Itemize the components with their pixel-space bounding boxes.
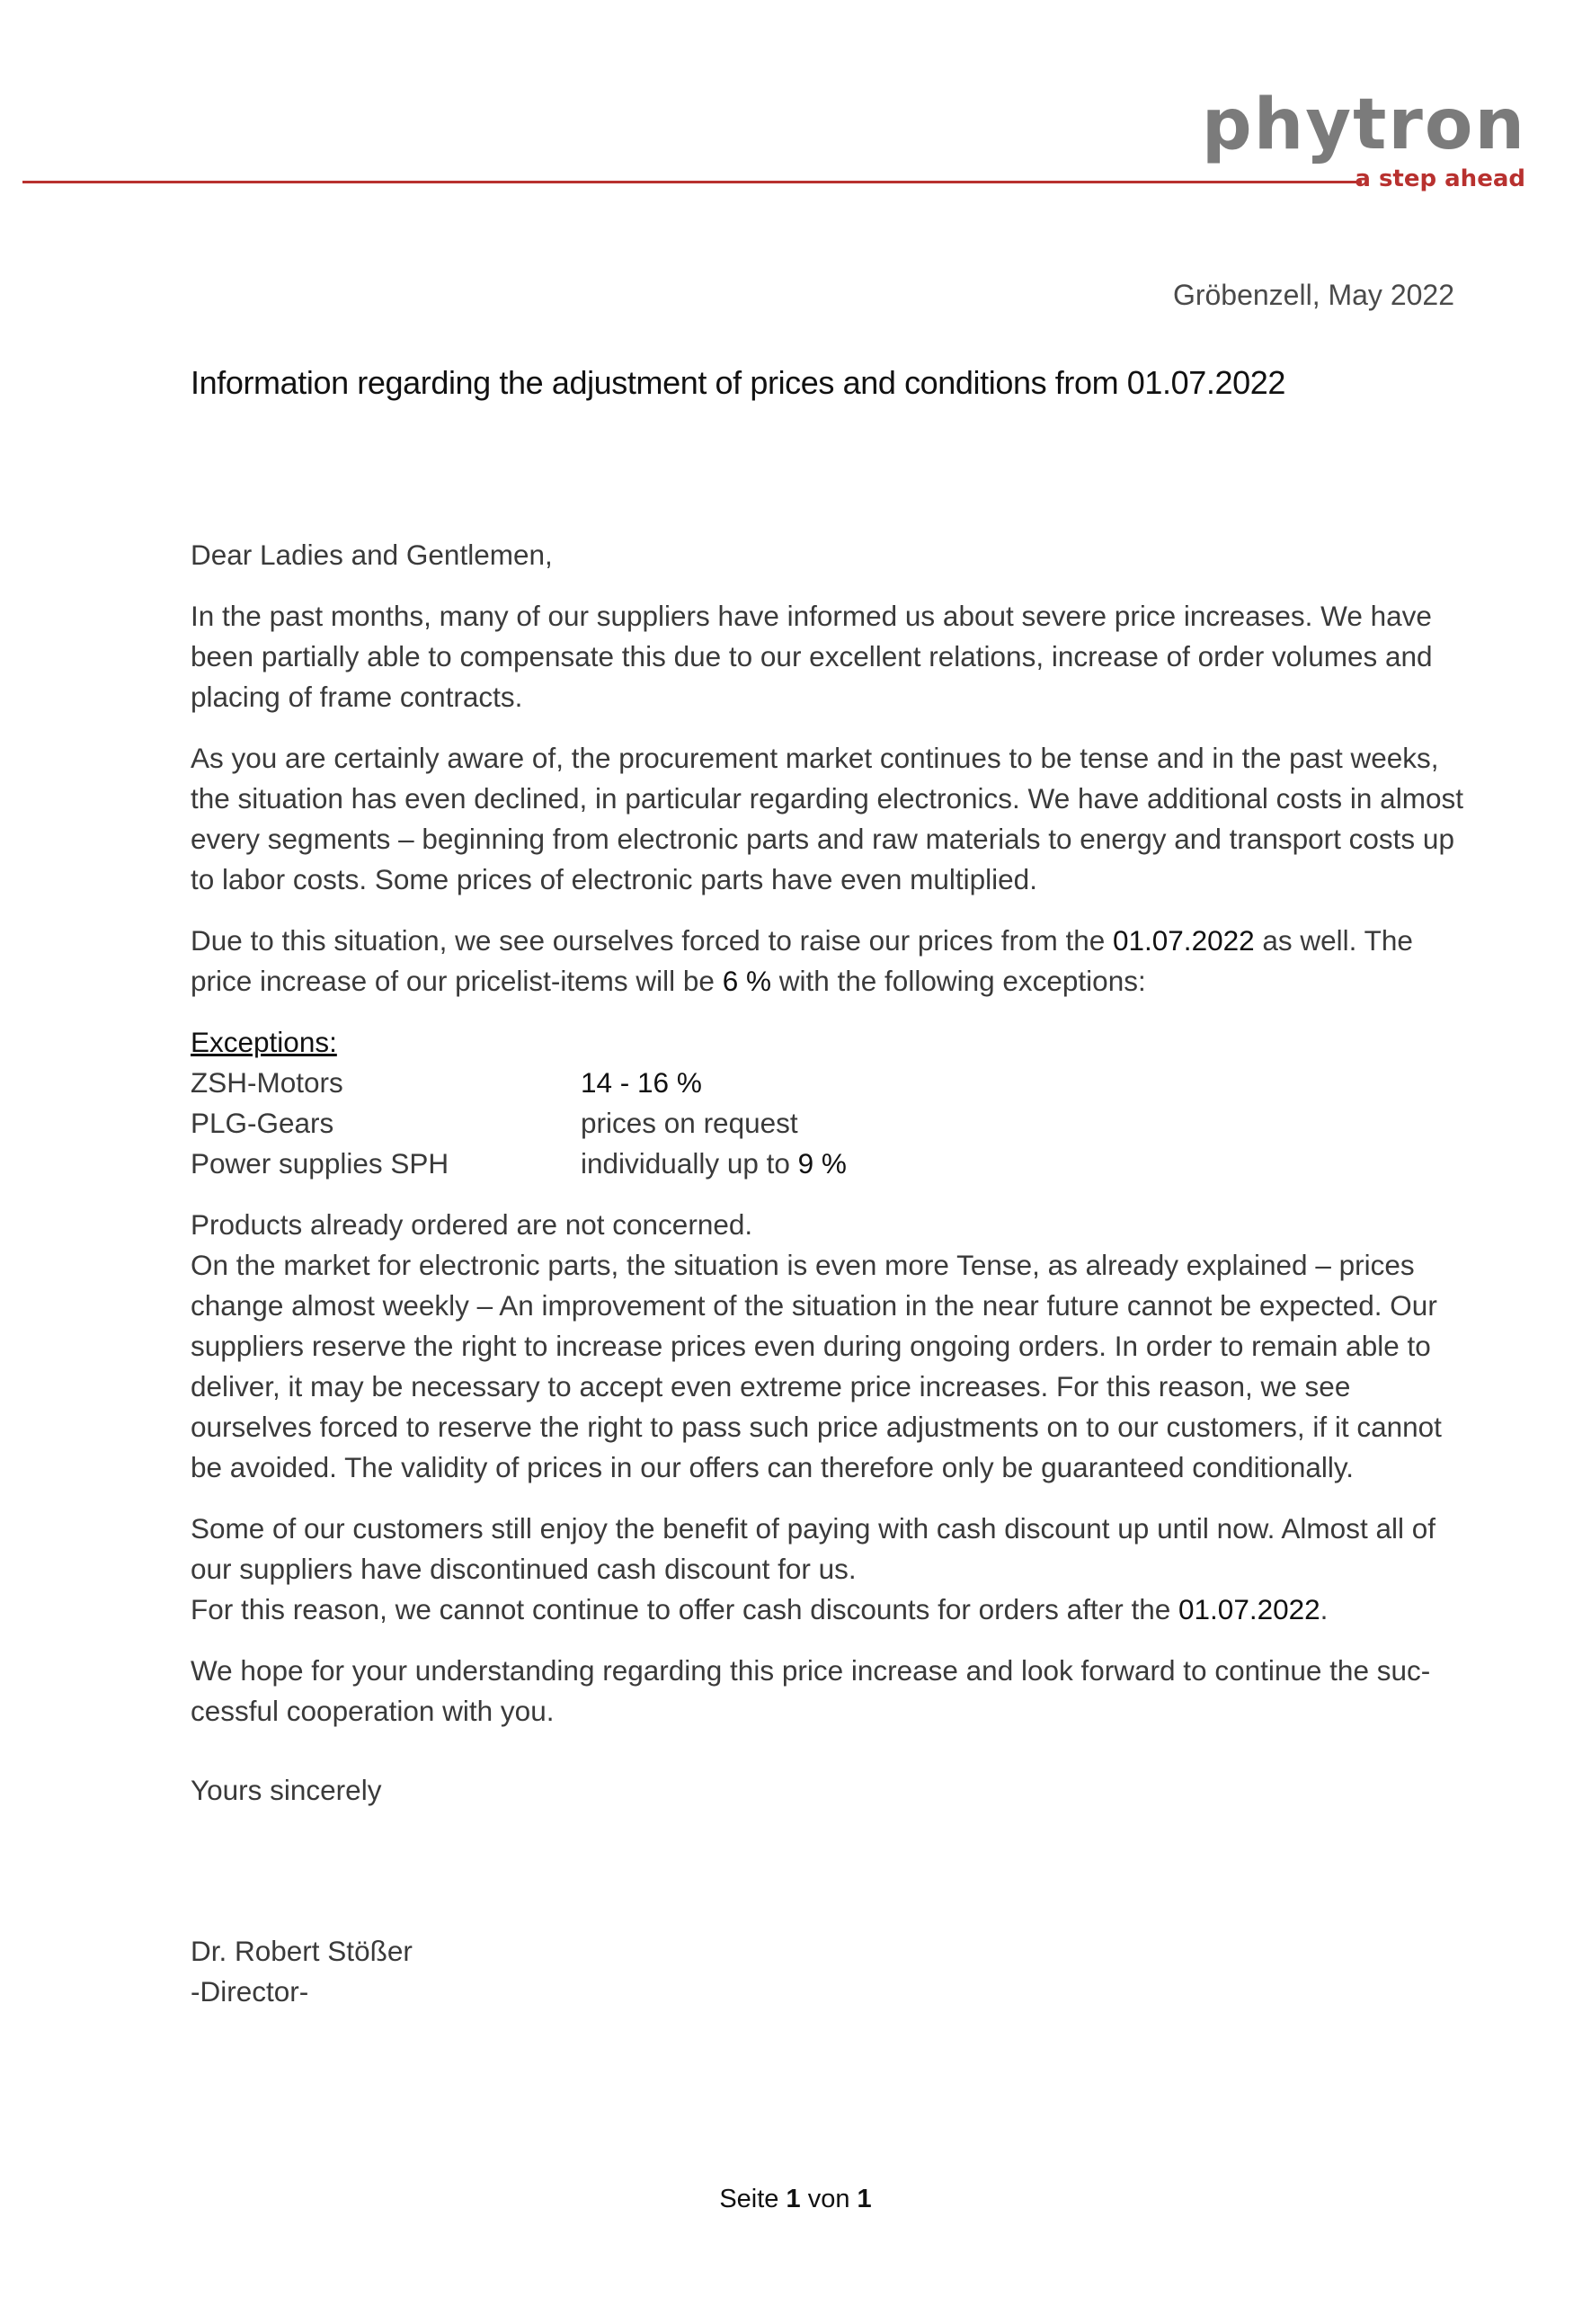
exception-row: [191, 1063, 1467, 1103]
cash-discount-date: 01.07.2022: [1178, 1593, 1320, 1625]
header-rule: [22, 181, 1362, 183]
exceptions-heading: Exceptions:: [191, 1026, 337, 1058]
exception-row: [191, 1144, 1467, 1184]
paragraph-1: In the past months, many of our suppliers have informed us about severe price increases. We have been partially able to compensate this due to our excellent relations, increase of order volumes and placing of frame contracts.: [191, 600, 1433, 713]
place-date: Gröbenzell, May 2022: [1172, 279, 1454, 311]
letter-title: Information regarding the adjustment of prices and conditions from 01.07.2022: [191, 364, 1285, 401]
paragraph-2: As you are certainly aware of, the procurement market continues to be tense and in the past weeks, the situation has even declined, in particular regarding electronics. We have additional costs in almost every segments – beginning from electronic parts and raw materials to energy and transport costs up to labor costs. Some prices of electronic parts have even multiplied.: [191, 742, 1463, 895]
logo-wordmark: phytron: [1201, 85, 1526, 165]
exception-value: 14 - 16 %: [581, 1066, 702, 1099]
signer-name: Dr. Robert Stößer: [191, 1935, 413, 1967]
exception-value: prices on request: [581, 1107, 798, 1139]
letter-body: [191, 535, 1467, 2012]
exception-name: PLG-Gears: [191, 1107, 334, 1139]
exception-row: [191, 1103, 1467, 1144]
exception-value: individually up to 9 %: [581, 1147, 847, 1180]
paragraph-5: Some of our customers still enjoy the benefit of paying with cash discount up until now. Almost all of our suppliers have discontinued cash discount for us. For this reason, we cannot continue to offer cash discounts for orders after the 01.07.2022.: [191, 1512, 1435, 1625]
increase-percent: 6 %: [722, 965, 771, 997]
exceptions-list: [191, 1022, 1467, 1184]
paragraph-6: We hope for your understanding regarding this price increase and look forward to continue the suc-cessful cooperation with you.: [191, 1654, 1431, 1727]
page-number: Seite 1 von 1: [719, 2185, 872, 2213]
exception-name: Power supplies SPH: [191, 1147, 449, 1180]
paragraph-4: Products already ordered are not concerned. On the market for electronic parts, the situation is even more Tense, as already explained – prices change almost weekly – An improvement of the situation in the near future cannot be expected. Our suppliers reserve the right to increase prices even during ongoing orders. In order to remain able to deliver, it may be necessary to accept even extreme price increases. For this reason, we see ourselves forced to reserve the right to pass such price adjustments on to our customers, if it cannot be avoided. The validity of prices in our offers can therefore only be guaranteed conditionally.: [191, 1208, 1442, 1483]
exception-name: ZSH-Motors: [191, 1066, 343, 1099]
logo-tagline: a step ahead: [1355, 165, 1525, 192]
closing: Yours sincerely: [191, 1774, 382, 1806]
effective-date: 01.07.2022: [1112, 924, 1255, 957]
paragraph-3: Due to this situation, we see ourselves forced to raise our prices from the 01.07.2022 as well. The price increase of our pricelist-items will be 6 % with the following exceptions:: [191, 924, 1413, 997]
salutation: Dear Ladies and Gentlemen,: [191, 539, 553, 571]
signer-role: -Director-: [191, 1975, 309, 2008]
